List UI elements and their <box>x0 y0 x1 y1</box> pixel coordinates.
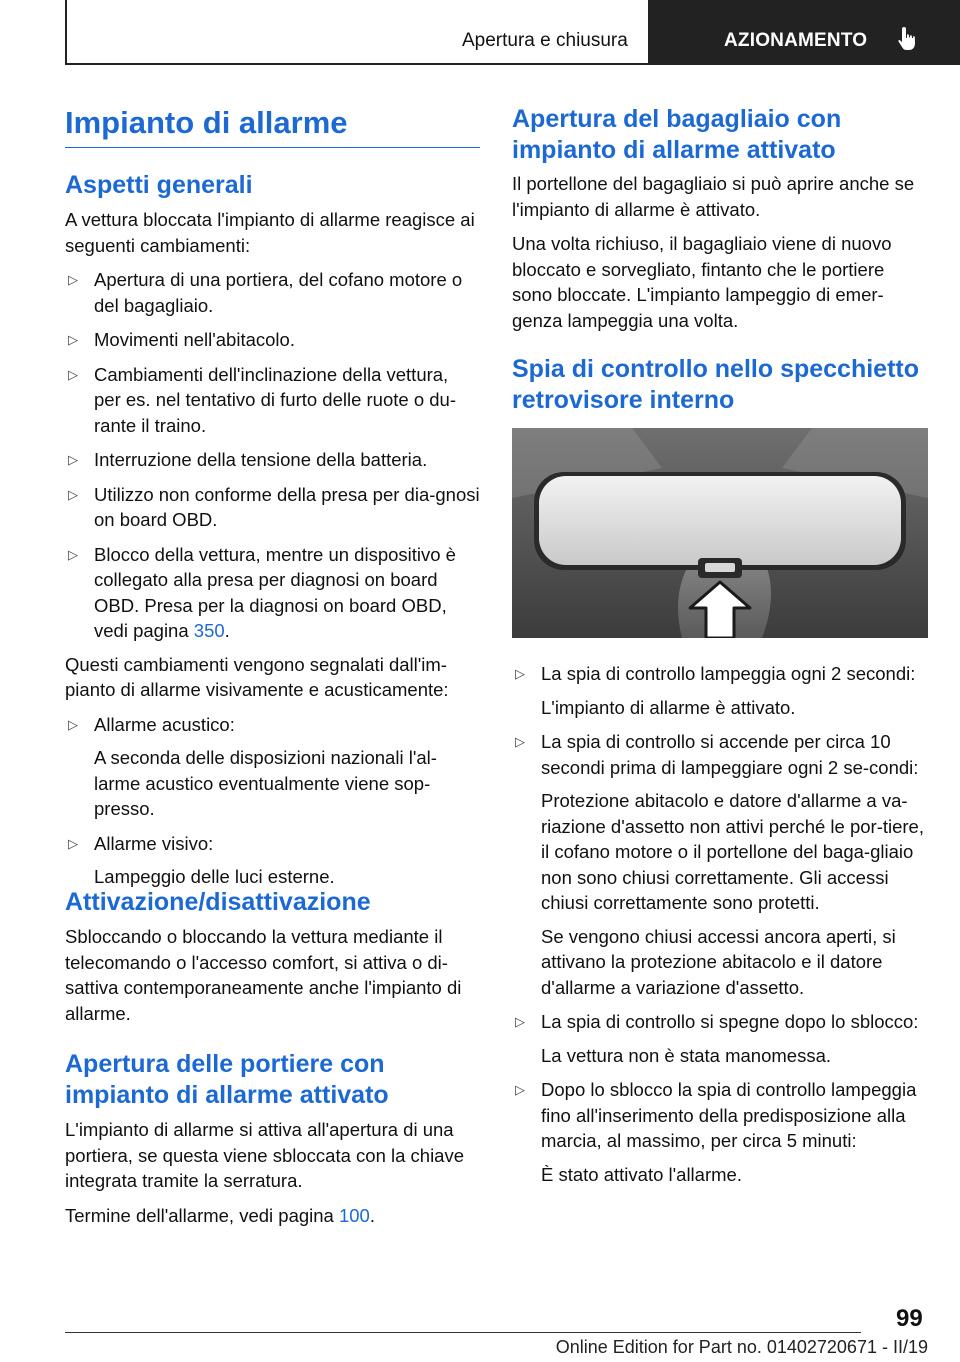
list-item: ▷ La spia di controllo lampeggia ogni 2 secondi: L'impianto di allarme è attivato. <box>515 663 916 718</box>
triangle-bullet-icon: ▷ <box>68 366 78 382</box>
heading-indicator: Spia di controllo nello specchietto retrovisore interno <box>512 355 919 414</box>
activation-text: Sbloccando o bloccando la vettura mediante il telecomando o l'accesso comfort, si attiva o di-sattiva contemporaneamente anche l'impianto di allarme. <box>65 926 462 1024</box>
triangle-bullet-icon: ▷ <box>68 272 78 287</box>
heading-trunk: Apertura del bagagliaio con impianto di allarme attivato <box>512 105 842 164</box>
doors-end-text: Termine dell'allarme, vedi pagina 100. <box>65 1204 375 1226</box>
page-link-100[interactable]: 100 <box>338 1204 370 1226</box>
header-section-title: Apertura e chiusura <box>462 30 628 51</box>
indicator-list <box>512 661 928 1187</box>
alarm-type-list <box>65 712 480 890</box>
list-item: ▷ Utilizzo non conforme della presa per dia-gnosi on board OBD. <box>68 483 480 530</box>
change-list <box>65 267 480 644</box>
triangle-bullet-icon: ▷ <box>515 1014 525 1029</box>
header-chapter-title: AZIONAMENTO <box>724 30 868 51</box>
list-item: ▷ Apertura di una portiera, del cofano motore o del bagagliaio. <box>68 269 463 316</box>
list-item: ▷ Cambiamenti dell'inclinazione della vettura, per es. nel tentativo di furto delle ruote o du-rante il traino. <box>68 363 456 436</box>
heading-general: Aspetti generali <box>65 171 253 199</box>
footer-edition: Online Edition for Part no. 01402720671 - II/19 <box>555 1337 928 1357</box>
section-general <box>65 170 480 890</box>
title-rule <box>65 147 480 148</box>
triangle-bullet-icon: ▷ <box>515 666 525 681</box>
list-item: ▷ La spia di controllo si spegne dopo lo sblocco: La vettura non è stata manomessa. <box>515 1011 919 1066</box>
list-item: ▷ Dopo lo sblocco la spia di controllo lampeggia fino all'inserimento della predisposizione alla marcia, al massimo, per circa 5 minuti: È stato attivato l'allarme. <box>515 1079 917 1185</box>
heading-activation: Attivazione/disattivazione <box>65 888 371 916</box>
list-item: ▷ Blocco della vettura, mentre un dispositivo è collegato alla presa per diagnosi on board OBD. Presa per la diagnosi on board OBD, vedi pagina 350. <box>68 543 456 641</box>
doors-text: L'impianto di allarme si attiva all'apertura di una portiera, se questa viene sbloccata con la chiave integrata tramite la serratura. <box>65 1119 465 1191</box>
rearview-mirror-indicator-illustration <box>512 428 928 638</box>
section-trunk <box>512 104 928 333</box>
right-column <box>512 0 928 1362</box>
triangle-bullet-icon: ▷ <box>68 452 78 467</box>
section-activation <box>65 887 480 1026</box>
footer-rule <box>65 1332 861 1333</box>
triangle-bullet-icon: ▷ <box>68 486 78 502</box>
triangle-bullet-icon: ▷ <box>68 835 78 851</box>
section-doors <box>65 1049 480 1228</box>
list-item: ▷ Allarme acustico: A seconda delle disposizioni nazionali l'al-larme acustico eventualmente viene sop-presso. <box>68 713 437 819</box>
triangle-bullet-icon: ▷ <box>68 546 78 562</box>
triangle-bullet-icon: ▷ <box>515 734 525 749</box>
triangle-bullet-icon: ▷ <box>515 1082 525 1097</box>
signal-intro: Questi cambiamenti vengono segnalati dall'im-pianto di allarme visivamente e acusticamente: <box>65 653 449 700</box>
page-link-350[interactable]: 350 <box>193 620 225 641</box>
section-indicator-list <box>512 661 928 1187</box>
triangle-bullet-icon: ▷ <box>68 716 78 732</box>
page-number: 99 <box>896 1305 923 1332</box>
heading-doors: Apertura delle portiere con impianto di allarme attivato <box>65 1050 389 1109</box>
list-item: ▷ Interruzione della tensione della batteria. <box>68 449 428 470</box>
left-column <box>65 0 480 1362</box>
trunk-p1: Il portellone del bagagliaio si può aprire anche se l'impianto di allarme è attivato. <box>512 173 915 220</box>
list-item: ▷ Allarme visivo: Lampeggio delle luci esterne. <box>68 832 335 887</box>
triangle-bullet-icon: ▷ <box>68 332 78 347</box>
list-item: ▷ La spia di controllo si accende per circa 10 secondi prima di lampeggiare ogni 2 se-condi: Protezione abitacolo e datore d'allarme a va-riazione d'assetto non attivi perché le por-tiere, il cofano motore o il portellone del baga-gliaio non sono chiusi correttamente. Gli accessi chiusi correttamente sono protetti. Se vengono chiusi accessi ancora aperti, si attivano la protezione abitacolo e il datore d'allarme a variazione d'assetto. <box>515 731 924 998</box>
page-title: Impianto di allarme <box>65 105 348 140</box>
section-indicator-heading <box>512 354 928 416</box>
list-item: ▷ Movimenti nell'abitacolo. <box>68 329 295 350</box>
general-intro: A vettura bloccata l'impianto di allarme reagisce ai seguenti cambiamenti: <box>65 209 475 256</box>
trunk-p2: Una volta richiuso, il bagagliaio viene di nuovo bloccato e sorvegliato, fintanto che le portiere sono bloccate. L'impianto lampeggio di emer-genza lampeggia una volta. <box>512 233 892 331</box>
